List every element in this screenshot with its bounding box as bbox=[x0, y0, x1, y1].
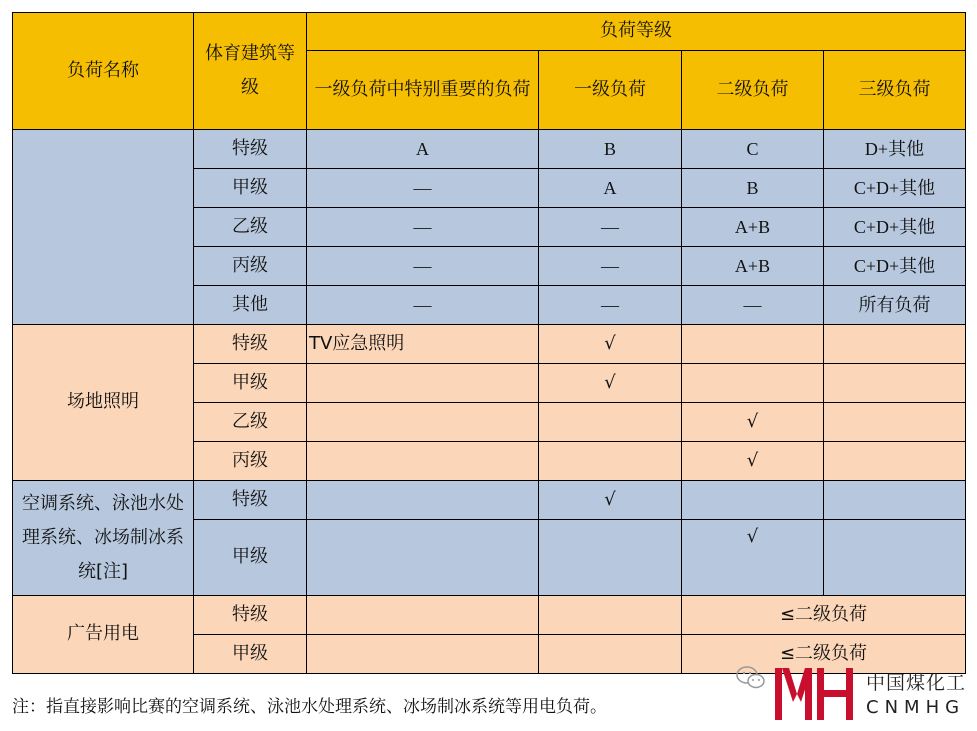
cell: ≤二级负荷 bbox=[682, 635, 966, 674]
cell: √ bbox=[539, 364, 682, 403]
cell bbox=[307, 481, 539, 520]
header-col1: 一级负荷中特别重要的负荷 bbox=[307, 51, 539, 130]
cell bbox=[824, 442, 966, 481]
grade-cell: 特级 bbox=[194, 596, 307, 635]
cell bbox=[539, 635, 682, 674]
cell bbox=[824, 364, 966, 403]
cell bbox=[682, 364, 824, 403]
cell: √ bbox=[539, 481, 682, 520]
cell: ≤二级负荷 bbox=[682, 596, 966, 635]
cell: — bbox=[307, 208, 539, 247]
cell bbox=[824, 325, 966, 364]
grade-cell: 特级 bbox=[194, 130, 307, 169]
cell: — bbox=[307, 286, 539, 325]
cell: √ bbox=[539, 325, 682, 364]
cell bbox=[539, 520, 682, 596]
grade-cell: 甲级 bbox=[194, 364, 307, 403]
cell: B bbox=[682, 169, 824, 208]
group4-name: 广告用电 bbox=[13, 596, 194, 674]
header-load-grade: 负荷等级 bbox=[307, 13, 966, 51]
cell bbox=[307, 520, 539, 596]
cell bbox=[539, 596, 682, 635]
cell: A bbox=[307, 130, 539, 169]
cell: √ bbox=[682, 520, 824, 596]
cell: C+D+其他 bbox=[824, 208, 966, 247]
table-row bbox=[13, 325, 966, 364]
header-col2: 一级负荷 bbox=[539, 51, 682, 130]
grade-cell: 其他 bbox=[194, 286, 307, 325]
cell: A bbox=[539, 169, 682, 208]
cell: √ bbox=[682, 442, 824, 481]
grade-cell: 特级 bbox=[194, 325, 307, 364]
table-row bbox=[13, 130, 966, 169]
table-row bbox=[13, 596, 966, 635]
cell: C+D+其他 bbox=[824, 169, 966, 208]
cell: — bbox=[539, 208, 682, 247]
cell bbox=[682, 325, 824, 364]
cell: A+B bbox=[682, 208, 824, 247]
grade-cell: 甲级 bbox=[194, 520, 307, 596]
cell: 所有负荷 bbox=[824, 286, 966, 325]
header-col4: 三级负荷 bbox=[824, 51, 966, 130]
cell bbox=[307, 442, 539, 481]
load-grade-table bbox=[12, 12, 966, 674]
cell: B bbox=[539, 130, 682, 169]
cell bbox=[307, 403, 539, 442]
footnote: 注：指直接影响比赛的空调系统、泳池水处理系统、冰场制冰系统等用电负荷。 bbox=[12, 697, 607, 717]
grade-cell: 乙级 bbox=[194, 208, 307, 247]
myh-logo-icon bbox=[773, 664, 861, 724]
header-row bbox=[13, 13, 966, 51]
grade-cell: 丙级 bbox=[194, 442, 307, 481]
cell: A+B bbox=[682, 247, 824, 286]
cell: — bbox=[682, 286, 824, 325]
cell: — bbox=[307, 247, 539, 286]
watermark-cn: 中国煤化工 bbox=[866, 672, 967, 694]
cell: C bbox=[682, 130, 824, 169]
group3-name: 空调系统、泳池水处理系统、冰场制冰系统[注] bbox=[13, 481, 194, 596]
cell bbox=[539, 403, 682, 442]
cell bbox=[307, 635, 539, 674]
grade-cell: 丙级 bbox=[194, 247, 307, 286]
cell: TV应急照明 bbox=[307, 325, 539, 364]
cell: √ bbox=[682, 403, 824, 442]
cell bbox=[307, 596, 539, 635]
grade-cell: 特级 bbox=[194, 481, 307, 520]
cell bbox=[824, 403, 966, 442]
cell: — bbox=[539, 286, 682, 325]
cell: C+D+其他 bbox=[824, 247, 966, 286]
table-row bbox=[13, 481, 966, 520]
grade-cell: 甲级 bbox=[194, 635, 307, 674]
header-building-grade: 体育建筑等级 bbox=[194, 13, 307, 130]
cell: — bbox=[307, 169, 539, 208]
grade-cell: 甲级 bbox=[194, 169, 307, 208]
wechat-icon bbox=[736, 665, 766, 691]
cell bbox=[824, 520, 966, 596]
watermark-en: CNMHG bbox=[866, 697, 966, 718]
cell bbox=[307, 364, 539, 403]
header-col3: 二级负荷 bbox=[682, 51, 824, 130]
cell bbox=[824, 481, 966, 520]
cell: D+其他 bbox=[824, 130, 966, 169]
grade-cell: 乙级 bbox=[194, 403, 307, 442]
cell bbox=[682, 481, 824, 520]
cell bbox=[539, 442, 682, 481]
cell: — bbox=[539, 247, 682, 286]
header-load-name: 负荷名称 bbox=[13, 13, 194, 130]
group2-name: 场地照明 bbox=[13, 325, 194, 481]
group1-name bbox=[13, 130, 194, 325]
